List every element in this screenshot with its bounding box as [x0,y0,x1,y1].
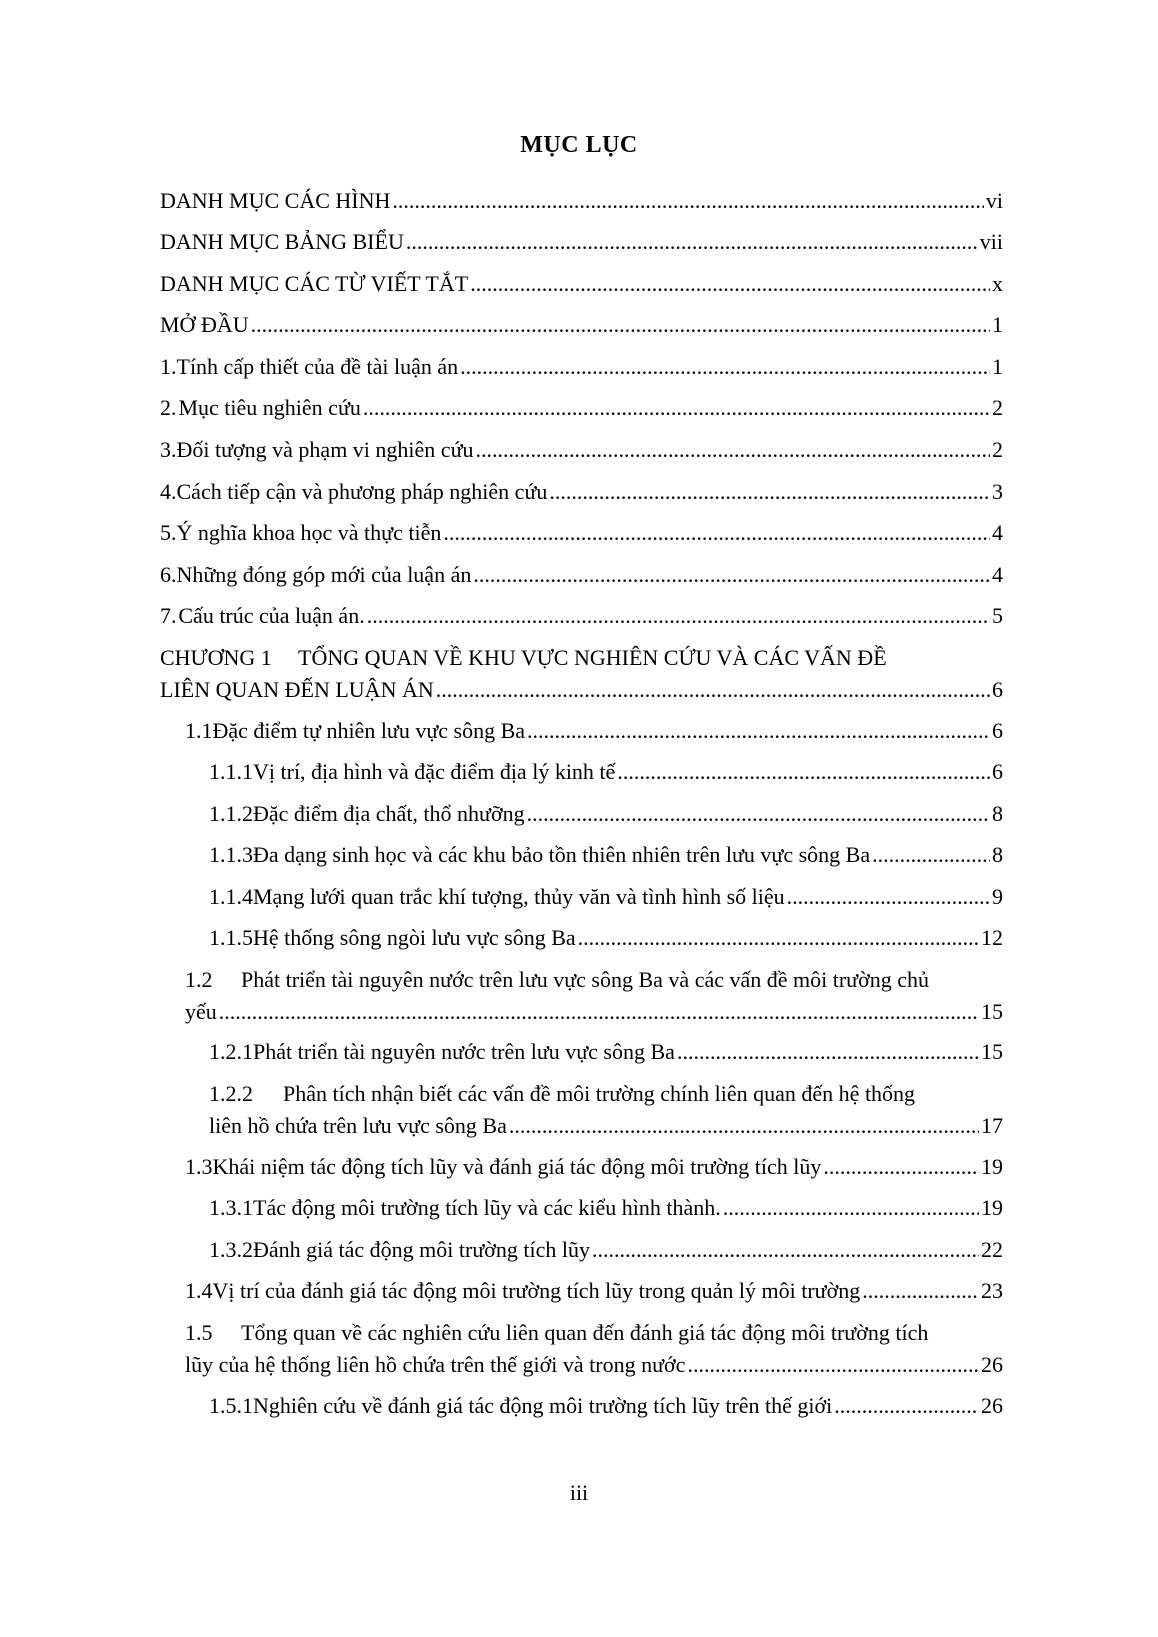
toc-entry[interactable] [209,839,1003,871]
toc-entry[interactable] [160,392,1003,424]
toc-entry-number: 1.1.3 [209,842,253,867]
toc-entry-number: 1.3.1 [209,1195,253,1220]
toc-entry-text: Cấu trúc của luận án. [178,603,365,628]
toc-entry-number: 3. [160,437,177,462]
toc-entry-number: 2. [160,395,177,420]
toc-leader-dots [251,309,990,341]
toc-entry[interactable] [160,185,1003,217]
toc-entry-text: Đánh giá tác động môi trường tích lũy [253,1237,590,1262]
toc-leader-dots [527,715,990,747]
toc-entry[interactable] [185,1317,1003,1381]
page-number: iii [569,1480,589,1505]
toc-entry-text: MỞ ĐẦU [160,312,249,337]
toc-entry[interactable] [185,1151,1003,1183]
toc-leader-dots [476,434,991,466]
toc-entry-text: Phát triển tài nguyên nước trên lưu vực sông Ba và các vấn đề môi trường chủ [241,967,930,992]
toc-entry-page: 19 [981,1195,1003,1220]
toc-entry[interactable] [209,1234,1003,1266]
toc-entry-number: 1.3 [185,1154,213,1179]
toc-entry[interactable] [185,1275,1003,1307]
toc-entry-text: DANH MỤC CÁC HÌNH [160,188,391,213]
toc-leader-dots [527,798,990,830]
toc-entry-text: Đặc điểm địa chất, thổ nhưỡng [253,801,525,826]
toc-leader-dots [406,226,978,258]
toc-entry-number: 1.3.2 [209,1237,253,1262]
toc-entry-page: 26 [981,1393,1003,1418]
toc-entry-number: 4. [160,479,177,504]
toc-entry-text: Những đóng góp mới của luận án [176,562,472,587]
toc-entry-number: 6. [160,562,177,587]
toc-entry-number: 1.4 [185,1278,213,1303]
toc-entry-number: 5. [160,520,177,545]
toc-entry[interactable] [209,881,1003,913]
toc-leader-dots [687,1349,979,1381]
toc-entry-text: Cách tiếp cận và phương pháp nghiên cứu [176,479,548,504]
toc-entry[interactable] [160,226,1003,258]
toc-entry-page: 5 [992,603,1003,628]
toc-entry[interactable] [160,600,1003,632]
toc-leader-dots [823,1151,979,1183]
toc-entry-page: 15 [981,1039,1003,1064]
toc-entry-number: 1.1.4 [209,884,253,909]
toc-leader-dots [392,185,983,217]
toc-leader-dots [872,839,990,871]
toc-entry-text: Tính cấp thiết của đề tài luận án [176,354,459,379]
toc-entry-text-continued: yếu [185,999,217,1024]
toc-entry-page: 26 [981,1352,1003,1377]
toc-entry-page: 3 [992,479,1003,504]
toc-entry[interactable] [185,964,1003,1028]
toc-entry-page: 1 [992,312,1003,337]
toc-entry[interactable] [209,922,1003,954]
toc-entry[interactable] [160,476,1003,508]
toc-entry-text-continued: LIÊN QUAN ĐẾN LUẬN ÁN [160,677,434,702]
toc-entry-page: vii [979,229,1003,254]
toc-entry-number: 1.2.2 [209,1081,253,1106]
toc-entry-text-continued: lũy của hệ thống liên hồ chứa trên thế giới và trong nước [185,1352,686,1377]
toc-entry-number: 7. [160,603,177,628]
toc-entry-page: 4 [992,562,1003,587]
toc-entry-text-continued: liên hồ chứa trên lưu vực sông Ba [209,1113,507,1138]
toc-leader-dots [862,1275,979,1307]
toc-entry-number: 1.5 [185,1320,213,1345]
toc-entry-page: x [992,271,1003,296]
toc-entry[interactable] [209,756,1003,788]
toc-entry-page: 1 [992,354,1003,379]
toc-entry[interactable] [160,559,1003,591]
toc-leader-dots [473,559,990,591]
toc-entry-text: Nghiên cứu về đánh giá tác động môi trường tích lũy trên thế giới [253,1393,833,1418]
toc-entry-page: 6 [992,759,1003,784]
toc-entry-page: 23 [981,1278,1003,1303]
toc-leader-dots [834,1390,979,1422]
toc-entry-number: 1.1 [185,718,213,743]
toc-entry-page: vi [985,188,1003,213]
toc-entry-text: Tác động môi trường tích lũy và các kiểu hình thành. [253,1195,721,1220]
toc-entry-page: 22 [981,1237,1003,1262]
toc-leader-dots [367,600,990,632]
toc-entry-text: Vị trí, địa hình và đặc điểm địa lý kinh tế [253,759,616,784]
toc-leader-dots [436,674,990,706]
toc-entry-page: 8 [992,842,1003,867]
toc-entry-page: 6 [992,677,1003,702]
toc-leader-dots [549,476,990,508]
toc-leader-dots [677,1036,979,1068]
toc-entry-text: Phân tích nhận biết các vấn đề môi trường chính liên quan đến hệ thống [283,1081,916,1106]
toc-entry-page: 2 [992,395,1003,420]
toc-entry-page: 12 [981,925,1003,950]
toc-entry-page: 6 [992,718,1003,743]
toc-entry-number: 1. [160,354,177,379]
page-title: MỤC LỤC [520,132,638,158]
toc-leader-dots [592,1234,979,1266]
toc-entry-page: 8 [992,801,1003,826]
toc-leader-dots [219,996,979,1028]
toc-entry-text: Đa dạng sinh học và các khu bảo tồn thiên nhiên trên lưu vực sông Ba [253,842,871,867]
toc-entry-page: 19 [981,1154,1003,1179]
toc-leader-dots [460,351,990,383]
toc-entry-text: Đối tượng và phạm vi nghiên cứu [176,437,474,462]
toc-entry[interactable] [160,351,1003,383]
toc-entry-text: Tổng quan về các nghiên cứu liên quan đến đánh giá tác động môi trường tích [241,1320,929,1345]
toc-leader-dots [787,881,990,913]
toc-entry-number: 1.1.1 [209,759,253,784]
toc-entry[interactable] [209,1390,1003,1422]
toc-entry[interactable] [160,517,1003,549]
toc-entry[interactable] [209,1078,1003,1142]
toc-entry-page: 9 [992,884,1003,909]
toc-entry-page: 15 [981,999,1003,1024]
toc-entry-text: TỔNG QUAN VỀ KHU VỰC NGHIÊN CỨU VÀ CÁC VẤN ĐỀ [298,645,887,670]
toc-entry-page: 17 [981,1113,1003,1138]
toc-entry-text: Phát triển tài nguyên nước trên lưu vực sông Ba [253,1039,675,1064]
toc-leader-dots [470,268,990,300]
toc-entry[interactable] [185,715,1003,747]
toc-entry-text: Vị trí của đánh giá tác động môi trường tích lũy trong quản lý môi trường [212,1278,861,1303]
toc-entry-number: 1.2 [185,967,213,992]
toc-entry-text: DANH MỤC CÁC TỪ VIẾT TẮT [160,271,469,296]
toc-entry-number: 1.1.5 [209,925,253,950]
toc-entry-text: Mục tiêu nghiên cứu [178,395,361,420]
toc-entry-text: Hệ thống sông ngòi lưu vực sông Ba [253,925,576,950]
toc-entry-number: 1.1.2 [209,801,253,826]
toc-entry-page: 4 [992,520,1003,545]
toc-entry[interactable] [160,434,1003,466]
toc-entry-page: 2 [992,437,1003,462]
toc-entry[interactable] [209,1192,1003,1224]
toc-entry-number: CHƯƠNG 1 [160,645,272,670]
toc-leader-dots [363,392,990,424]
toc-leader-dots [509,1110,979,1142]
toc-entry-text: Đặc điểm tự nhiên lưu vực sông Ba [212,718,526,743]
toc-entry[interactable] [160,309,1003,341]
toc-entry[interactable] [160,268,1003,300]
toc-entry-text: DANH MỤC BẢNG BIỂU [160,229,404,254]
toc-entry[interactable] [209,798,1003,830]
toc-entry-text: Mạng lưới quan trắc khí tượng, thủy văn và tình hình số liệu [253,884,785,909]
toc-leader-dots [723,1192,979,1224]
toc-entry-number: 1.5.1 [209,1393,253,1418]
toc-leader-dots [578,922,979,954]
toc-entry-text: Ý nghĩa khoa học và thực tiễn [176,520,442,545]
toc-entry[interactable] [209,1036,1003,1068]
toc-entry-number: 1.2.1 [209,1039,253,1064]
toc-leader-dots [617,756,990,788]
toc-entry-text: Khái niệm tác động tích lũy và đánh giá tác động môi trường tích lũy [212,1154,822,1179]
toc-entry-chapter[interactable] [160,642,1003,706]
toc-leader-dots [443,517,990,549]
